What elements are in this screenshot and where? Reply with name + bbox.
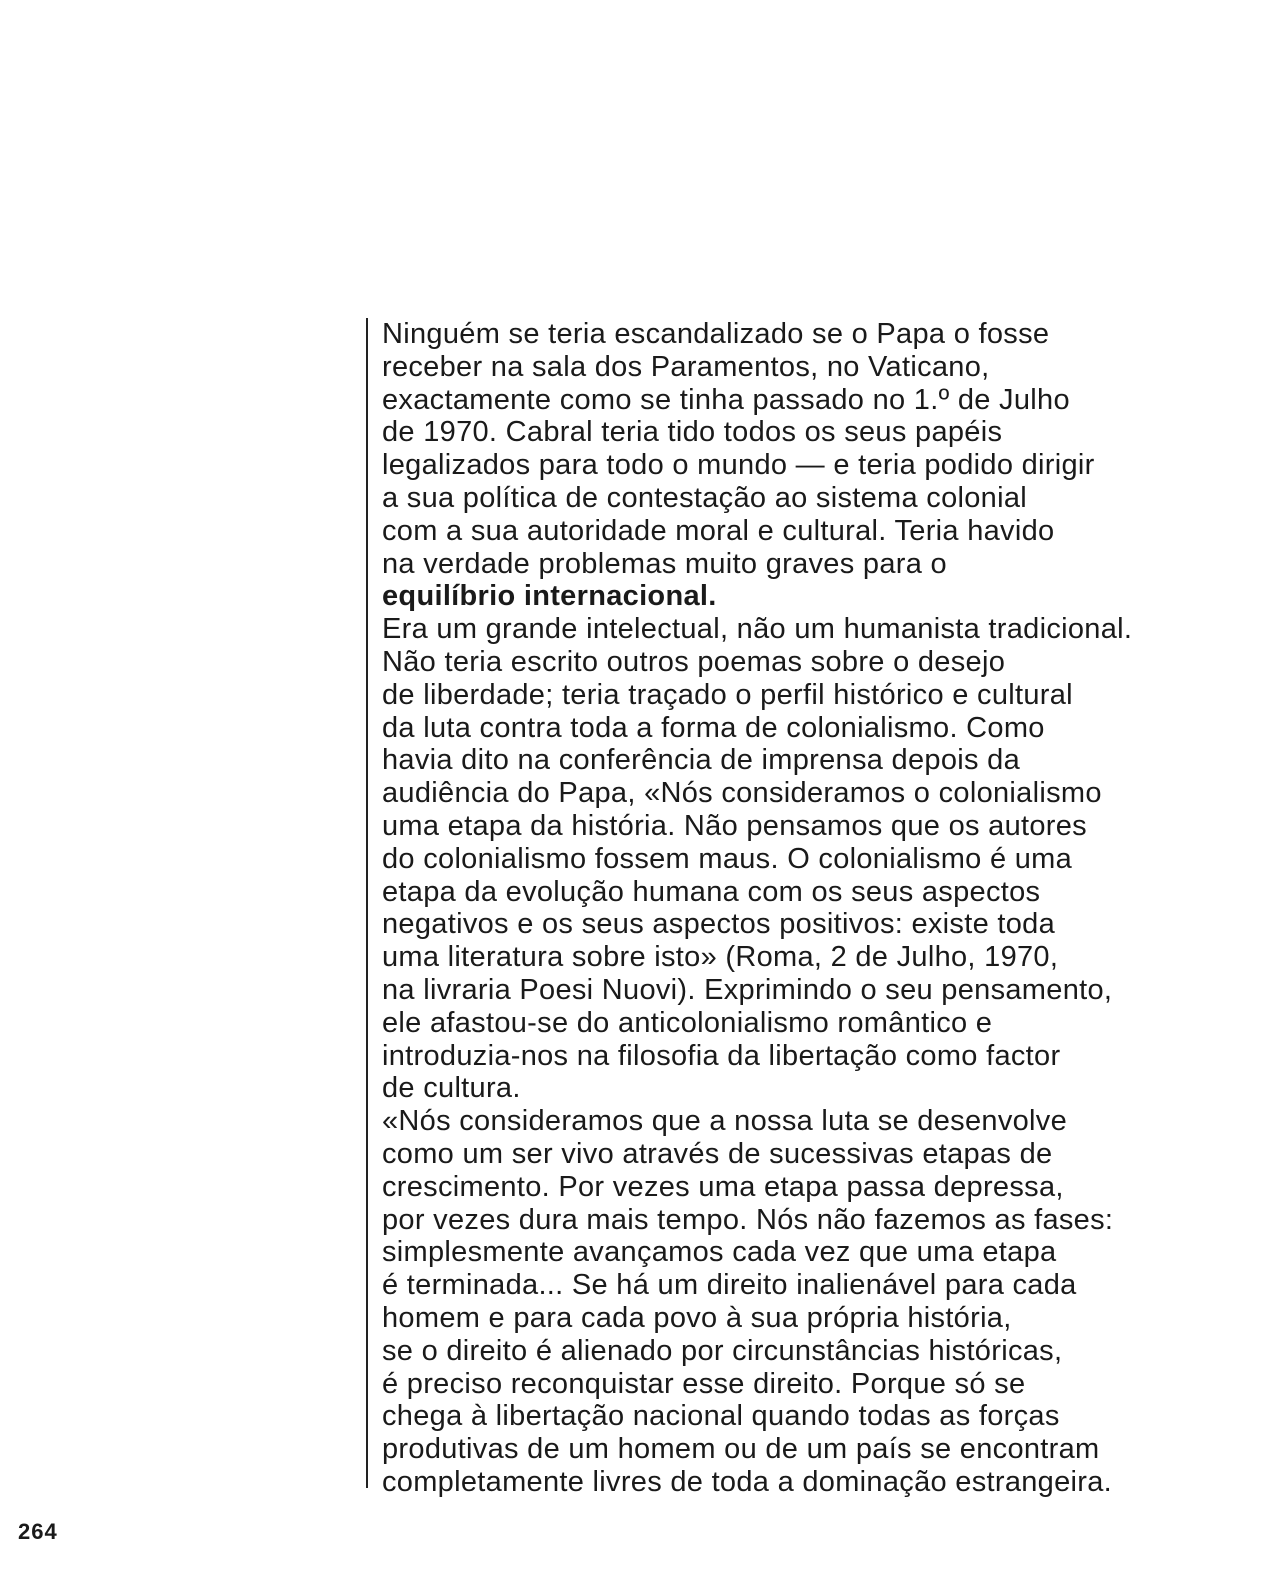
text-line: «Nós consideramos que a nossa luta se desenvolve — [382, 1105, 1068, 1138]
text-line: de cultura. — [382, 1072, 521, 1105]
text-line: Não teria escrito outros poemas sobre o desejo — [382, 645, 1006, 678]
text-line: na verdade problemas muito graves para o — [382, 547, 947, 580]
text-column — [366, 318, 1216, 1498]
text-line: de 1970. Cabral teria tido todos os seus papéis — [382, 416, 1003, 449]
text-line: é terminada... Se há um direito inalienável para cada — [382, 1269, 1077, 1302]
text-line: introduzia-nos na filosofia da libertação como factor — [382, 1039, 1061, 1072]
text-line: é preciso reconquistar esse direito. Porque só se — [382, 1367, 1026, 1400]
text-line: Era um grande intelectual, não um humanista tradicional. — [382, 613, 1133, 646]
text-line: produtivas de um homem ou de um país se encontram — [382, 1433, 1100, 1466]
text-line: da luta contra toda a forma de colonialismo. Como — [382, 711, 1045, 744]
text-line: havia dito na conferência de imprensa depois da — [382, 744, 1021, 777]
text-line: completamente livres de toda a dominação estrangeira. — [382, 1465, 1113, 1498]
text-line: na livraria Poesi Nuovi). Exprimindo o seu pensamento, — [382, 973, 1113, 1006]
text-line: chega à libertação nacional quando todas as forças — [382, 1400, 1060, 1433]
text-line: com a sua autoridade moral e cultural. Teria havido — [382, 514, 1055, 547]
text-line: homem e para cada povo à sua própria história, — [382, 1301, 1012, 1334]
text-line: exactamente como se tinha passado no 1.º de Julho — [382, 383, 1070, 416]
text-line: simplesmente avançamos cada vez que uma etapa — [382, 1236, 1057, 1269]
text-line: do colonialismo fossem maus. O colonialismo é uma — [382, 842, 1073, 875]
text-line: uma etapa da história. Não pensamos que os autores — [382, 809, 1087, 842]
text-line: ele afastou-se do anticolonialismo romântico e — [382, 1006, 993, 1039]
text-line: a sua política de contestação ao sistema colonial — [382, 481, 1028, 514]
text-line: se o direito é alienado por circunstâncias históricas, — [382, 1334, 1063, 1367]
emphasized-phrase: equilíbrio internacional. — [382, 580, 717, 613]
text-line: receber na sala dos Paramentos, no Vaticano, — [382, 350, 990, 383]
text-line: crescimento. Por vezes uma etapa passa depressa, — [382, 1170, 1064, 1203]
text-line: de liberdade; teria traçado o perfil histórico e cultural — [382, 678, 1073, 711]
text-line: por vezes dura mais tempo. Nós não fazemos as fases: — [382, 1203, 1114, 1236]
text-line: audiência do Papa, «Nós consideramos o colonialismo — [382, 777, 1102, 810]
text-line: etapa da evolução humana com os seus aspectos — [382, 875, 1041, 908]
text-line: como um ser vivo através de sucessivas etapas de — [382, 1137, 1053, 1170]
text-line: uma literatura sobre isto» (Roma, 2 de Julho, 1970, — [382, 941, 1059, 974]
text-line: Ninguém se teria escandalizado se o Papa o fosse — [382, 318, 1050, 350]
text-line: negativos e os seus aspectos positivos: existe toda — [382, 908, 1056, 941]
text-line: legalizados para todo o mundo — e teria podido dirigir — [382, 449, 1095, 482]
page-number: 264 — [18, 1519, 58, 1544]
